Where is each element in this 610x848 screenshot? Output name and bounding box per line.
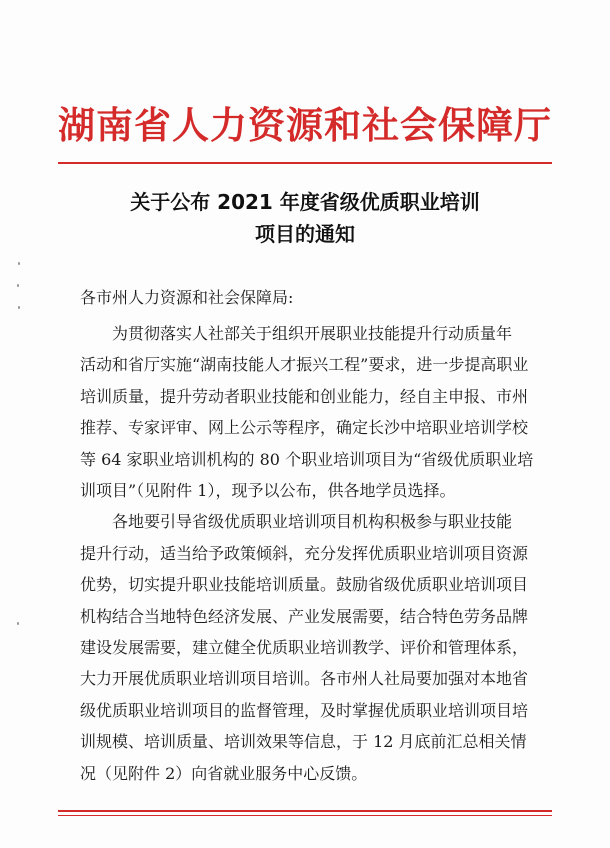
paragraph-1-line: 训项目”（见附件 1），现予以公布，供各地学员选择。 — [80, 481, 456, 501]
paragraph-2-line: 各地要引导省级优质职业培训项目机构积极参与职业技能 — [112, 512, 513, 532]
scan-speck — [17, 622, 19, 625]
paragraph-2-line: 优势，切实提升职业技能培训质量。鼓励省级优质职业培训项目 — [80, 575, 529, 595]
paragraph-2-line: 机构结合当地特色经济发展、产业发展需要，结合特色劳务品牌 — [80, 606, 529, 626]
paragraph-2-line: 提升行动，适当给予政策倾斜，充分发挥优质职业培训项目资源 — [80, 543, 529, 563]
salutation: 各市州人力资源和社会保障局: — [80, 288, 294, 307]
paragraph-1-line: 培训质量，提升劳动者职业技能和创业能力，经自主申报、市州 — [80, 386, 529, 406]
footer-red-rule-thin — [58, 815, 552, 816]
notice-title — [60, 186, 550, 250]
masthead-red-rule — [58, 162, 552, 164]
footer-red-rule — [58, 810, 552, 812]
paragraph-2-line: 况（见附件 2）向省就业服务中心反馈。 — [80, 763, 368, 783]
scan-speck — [18, 306, 20, 309]
scan-speck — [18, 262, 20, 265]
paragraph-1-line: 活动和省厅实施“湖南技能人才振兴工程”要求，进一步提高职业 — [80, 355, 529, 375]
paragraph-2-line: 建设发展需要，建立健全优质职业培训教学、评价和管理体系， — [80, 638, 529, 658]
notice-title-line-2: 项目的通知 — [255, 222, 355, 246]
notice-title-line-1: 关于公布 2021 年度省级优质职业培训 — [130, 190, 480, 214]
paragraph-1-line: 为贯彻落实人社部关于组织开展职业技能提升行动质量年 — [112, 324, 513, 343]
paragraph-2-line: 级优质职业培训项目的监督管理，及时掌握优质职业培训项目培 — [80, 700, 529, 720]
paragraph-2-line: 大力开展优质职业培训项目培训。各市州人社局要加强对本地省 — [80, 669, 529, 689]
paragraph-1-line: 等 64 家职业培训机构的 80 个职业培训项目为“省级优质职业培 — [80, 449, 534, 469]
scan-speck — [17, 284, 19, 287]
paragraph-1-line: 推荐、专家评审、网上公示等程序，确定长沙中培职业培训学校 — [80, 418, 529, 438]
masthead-title: 湖南省人力资源和社会保障厅 — [58, 103, 552, 147]
paragraph-2-line: 训规模、培训质量、培训效果等信息，于 12 月底前汇总相关情 — [80, 732, 527, 752]
notice-body — [80, 318, 542, 789]
